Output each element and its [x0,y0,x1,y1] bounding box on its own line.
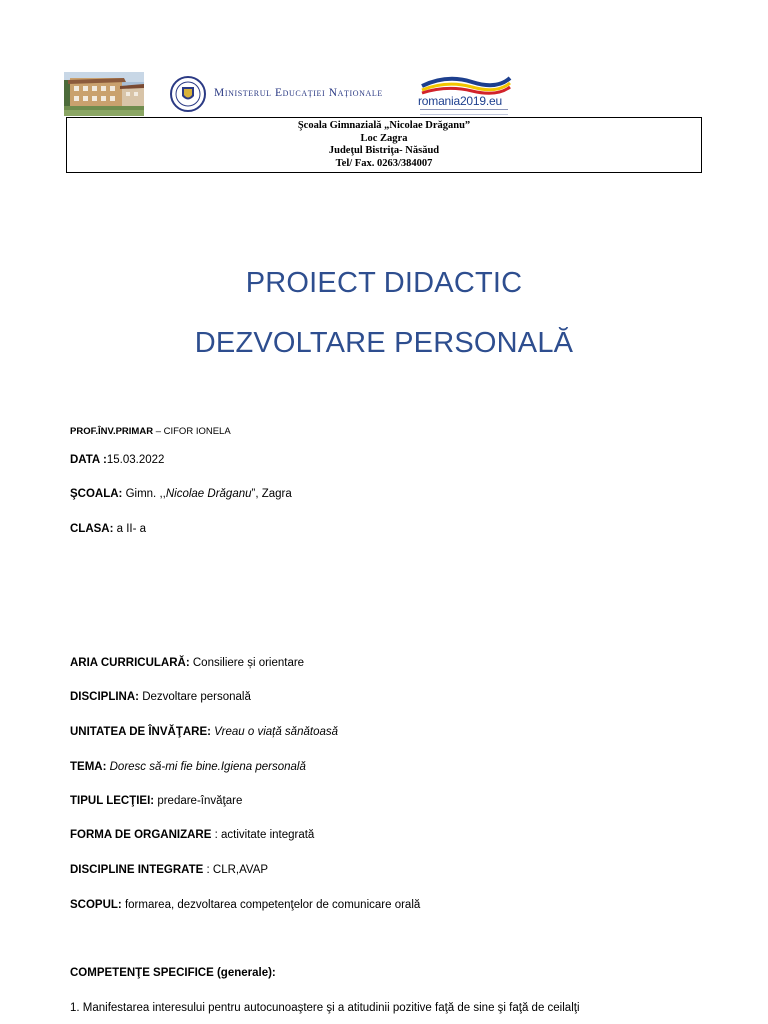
date-value: 15.03.2022 [106,454,165,466]
school-phone: Tel/ Fax. 0263/384007 [335,157,433,169]
school-suffix: ”, Zagra [251,488,292,500]
integrated-disciplines-label: DISCIPLINE INTEGRATE [70,864,204,876]
teacher-field [70,426,231,437]
lesson-type-label: TIPUL LECŢIEI: [70,795,155,807]
school-field [70,488,292,500]
lesson-type-field [70,795,242,807]
document-subtitle: DEZVOLTARE PERSONALĂ [194,327,574,359]
competences-label: COMPETENŢE SPECIFICE (generale): [70,967,276,979]
curricular-area-field [70,657,304,669]
ministry-name: Ministerul Educației Naționale [214,87,383,99]
discipline-field [70,691,251,703]
learning-unit-value: Vreau o viață sănătoasă [210,726,339,738]
purpose-label: SCOPUL: [70,899,122,911]
teacher-separator: – [153,426,164,437]
document-title: PROIECT DIDACTIC [245,267,523,299]
presidency-logo [412,72,512,116]
presidency-logo-underline [420,109,508,115]
discipline-label: DISCIPLINA: [70,691,139,703]
discipline-value: Dezvoltare personală [139,691,251,703]
integrated-disciplines-value: : CLR,AVAP [203,864,269,876]
curricular-area-label: ARIA CURRICULARĂ: [70,657,190,669]
class-label: CLASA: [70,523,114,535]
date-field [70,454,164,466]
school-locality: Loc Zagra [360,132,408,144]
competences-heading [70,967,276,979]
organization-form-value: : activitate integrată [211,829,315,841]
ministry-seal-icon [168,72,208,116]
school-info-box [66,117,702,173]
curricular-area-value: Consiliere și orientare [189,657,305,669]
theme-label: TEMA: [70,761,107,773]
learning-unit-field [70,726,338,738]
organization-form-label: FORMA DE ORGANIZARE [70,829,212,841]
school-building-photo [64,72,144,116]
competence-item-1: 1. Manifestarea interesului pentru autocunoaştere şi a atitudinii pozitive faţă de sine şi faţă de ceilalţi [70,1002,580,1014]
ministry-logo [168,72,398,118]
purpose-value: formarea, dezvoltarea competenţelor de comunicare orală [121,899,421,911]
organization-form-field [70,829,314,841]
integrated-disciplines-field [70,864,268,876]
class-field [70,523,146,535]
school-prefix: Gimn. ,, [122,488,166,500]
school-name-italic: Nicolae Drăganu [165,488,252,500]
school-label: ŞCOALA: [70,488,123,500]
wave-flag-icon [412,72,512,96]
purpose-field [70,899,420,911]
teacher-name: CIFOR IONELA [163,426,231,437]
theme-field [70,761,306,773]
lesson-type-value: predare-învăţare [154,795,243,807]
school-county: Judeţul Bistriţa- Năsăud [328,145,440,156]
presidency-logo-text: romania2019.eu [418,94,502,108]
theme-value: Doresc să-mi fie bine.Igiena personală [106,761,306,773]
date-label: DATA : [70,454,107,466]
teacher-label: PROF.ÎNV.PRIMAR [70,426,154,437]
learning-unit-label: UNITATEA DE ÎNVĂŢARE: [70,726,211,738]
school-name: Şcoala Gimnazială „Nicolae Drăganu” [297,120,471,131]
class-value: a II- a [113,523,147,535]
